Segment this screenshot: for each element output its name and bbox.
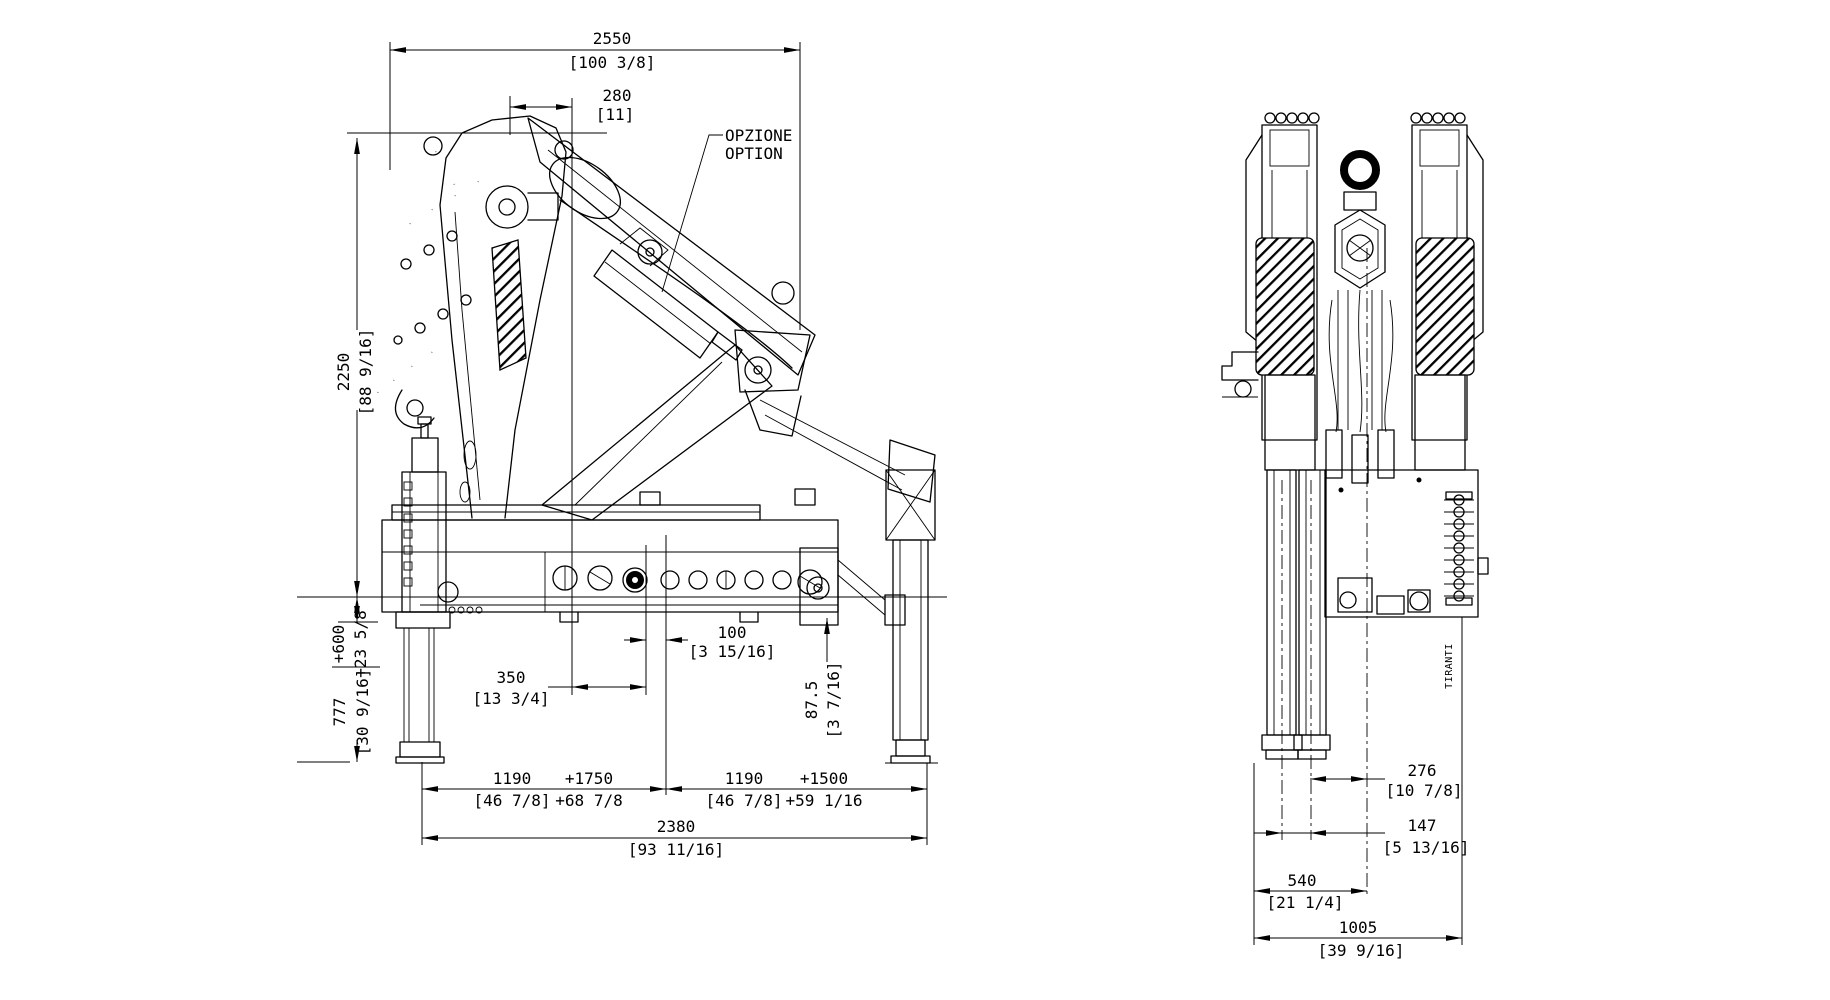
dim-height-mm: 2250: [334, 352, 353, 392]
dim-base-total-mm: 2380: [656, 817, 696, 836]
dim-span-left-mm: 1190: [492, 769, 532, 788]
option-cylinder: [594, 135, 742, 360]
dim-leg-depth-in: [30 9/16]: [353, 668, 372, 756]
option-callout-line1: OPZIONE: [725, 126, 793, 145]
side-view: [297, 29, 947, 859]
dim-540-mm: 540: [1287, 871, 1317, 890]
dim-span-left-in: [46 7/8]: [473, 791, 551, 810]
dim-87-5-mm: 87.5: [802, 680, 821, 720]
option-callout-line2: OPTION: [725, 144, 783, 163]
option-leader-line: [662, 135, 723, 292]
dim-span-right-in: [46 7/8]: [705, 791, 783, 810]
option-callout: [725, 126, 792, 163]
grapple-stack: [378, 137, 526, 428]
dim-540-in: [21 1/4]: [1266, 893, 1344, 912]
tie-rods-label: TIRANTI: [1444, 643, 1455, 689]
stabilizer-legs-front: [1262, 470, 1330, 759]
dim-100-mm: 100: [717, 623, 747, 642]
dim-leg-depth-mm: 777: [330, 697, 349, 727]
dim-span-right-ext-mm: +1500: [799, 769, 849, 788]
center-hook-assembly: [1326, 154, 1394, 483]
dim-147-in: [5 13/16]: [1382, 838, 1470, 857]
dim-offset-top-in: [11]: [595, 105, 635, 124]
dim-span-right-ext-in: +59 1/16: [785, 791, 863, 810]
dim-height-in: [88 9/16]: [356, 328, 375, 416]
crane-column: [440, 116, 662, 518]
hydraulic-connectors: [1444, 492, 1474, 605]
dim-total-width-mm: 2550: [592, 29, 632, 48]
dim-87-5-in: [3 7/16]: [824, 661, 843, 739]
dim-147-mm: 147: [1407, 816, 1437, 835]
stabilizer-left: [396, 417, 450, 763]
dim-span-left-ext-in: +68 7/8: [555, 791, 623, 810]
dim-ext-down-mm: +600: [329, 624, 348, 664]
valve-box: [1325, 470, 1488, 617]
dim-350-in: [13 3/4]: [472, 689, 550, 708]
dim-offset-top-mm: 280: [602, 86, 632, 105]
stabilizer-right: [885, 470, 938, 763]
dim-100-in: [3 15/16]: [688, 642, 776, 661]
dim-276-in: [10 7/8]: [1385, 781, 1463, 800]
dim-span-left-ext-mm: +1750: [564, 769, 614, 788]
front-view: [1222, 113, 1488, 960]
dim-base-total-in: [93 11/16]: [627, 840, 725, 859]
dim-1005-mm: 1005: [1338, 918, 1378, 937]
dim-350-mm: 350: [496, 668, 526, 687]
side-bracket-front: [1222, 352, 1258, 397]
dim-1005-in: [39 9/16]: [1317, 941, 1405, 960]
front-view-dimensions: [1254, 761, 1469, 960]
dim-total-width-in: [100 3/8]: [568, 53, 656, 72]
dim-span-right-mm: 1190: [724, 769, 764, 788]
knuckle-links: [542, 330, 935, 520]
dim-ext-down-in: +23 5/8: [351, 610, 370, 678]
base-frame: [382, 489, 905, 625]
dim-276-mm: 276: [1407, 761, 1437, 780]
side-view-dimensions: [329, 29, 927, 859]
boom-towers-front: [1246, 113, 1483, 470]
